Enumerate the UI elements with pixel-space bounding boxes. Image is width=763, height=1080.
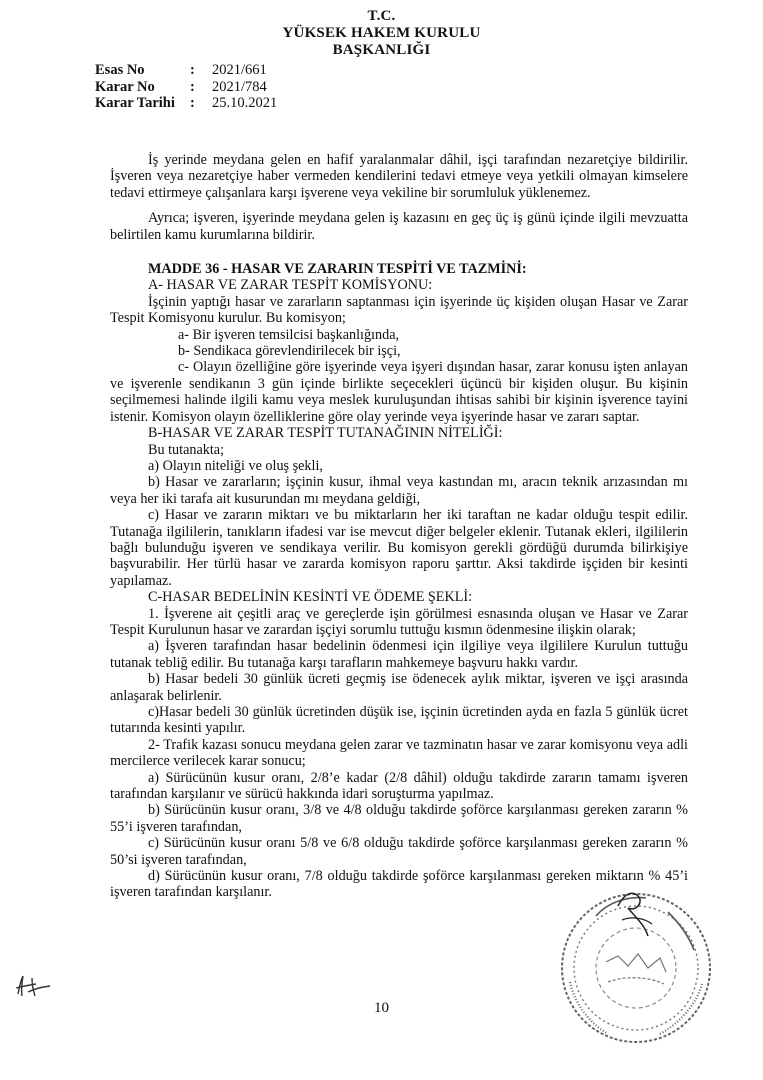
section-heading: A- HASAR VE ZARAR TESPİT KOMİSYONU: (148, 277, 433, 294)
paragraph: 2- Trafik kazası sonucu meydana gelen zarar ve tazminatın hasar ve zarar komisyonu veya adli mercilerce verilecek karar sonucu; (110, 736, 688, 770)
document-body (110, 152, 688, 901)
list-item: d) Sürücünün kusur oranı, 7/8 olduğu takdirde şoförce karşılanması gereken miktarın % 45’i işveren tarafından karşılanır. (110, 868, 688, 901)
list-item: b- Sendikaca görevlendirilecek bir işçi, (178, 343, 401, 360)
list-item: a) İşveren tarafından hasar bedelinin ödenmesi için ilgiliye veya ilgililere Kurulun tuttuğu tutanak tebliğ edilir. Bu tutanağa karşı tarafların mahkemeye başvuru hakkı vardır. (110, 638, 688, 671)
paragraph: 1. İşverene ait çeşitli araç ve gereçlerde işin görülmesi esnasında oluşan ve Hasar ve Zarar Tespit Kurulunun hasar ve zarardan işçiyi sorumlu tuttuğu kısmın ödenmesine ilişkin olarak; (110, 605, 688, 638)
paragraph: Bu tutanakta; (148, 441, 225, 458)
list-item: a) Sürücünün kusur oranı, 2/8’e kadar (2/8 dâhil) olduğu takdirde zararın tamamı işveren tarafından karşılanır ve sürücü hakkında idari soruşturma yapılmaz. (110, 769, 688, 803)
list-item: c) Hasar ve zararın miktarı ve bu miktarların her iki taraftan ne kadar olduğu tespit edilir. Tutanağa ilgililerin, tanıkların ifadesi var ise mevcut diğer belgeler eklenir. Tutanak ekleri, ilgililerin bağlı bulunduğu işveren ve sendikaya verilir. Bu komisyon gerekli gördüğü durumda bilirkişiye başvurabilir. Her türlü hasar ve zararda komisyon raporu şarttır. Aksi takdirde işçiden bir kesinti yapılamaz. (110, 507, 688, 589)
article-heading: MADDE 36 - HASAR VE ZARARIN TESPİTİ VE TAZMİNİ: (148, 261, 527, 278)
meta-value: 2021/661 (212, 62, 267, 78)
meta-colon: : (190, 95, 195, 111)
page-number: 10 (374, 1000, 389, 1016)
meta-colon: : (190, 62, 195, 78)
paragraph: İş yerinde meydana gelen en hafif yaralanmalar dâhil, işçi tarafından nezaretçiye bildirilir. İşveren veya nezaretçiye haber vermeden kendilerini tedavi etmeye veya yetkili olmayan kimselere tedavi ettirmeye çalışanlara karşı işverene veya vekiline bir sorumluluk yüklenemez. (110, 152, 688, 201)
meta-key: Karar No (95, 78, 155, 95)
official-seal (548, 872, 718, 1057)
meta-row-tarih (95, 95, 277, 112)
meta-key: Karar Tarihi (95, 95, 175, 111)
list-item: c)Hasar bedeli 30 günlük ücretinden düşük ise, işçinin ücretinden ayda en fazla 5 günlük ücret tutarında kesinti yapılır. (110, 704, 688, 737)
meta-key: Esas No (95, 62, 145, 78)
case-meta (95, 62, 277, 112)
meta-row-karar (95, 79, 277, 96)
section-heading: C-HASAR BEDELİNİN KESİNTİ VE ÖDEME ŞEKLİ: (148, 589, 473, 606)
meta-colon: : (190, 78, 195, 95)
paragraph: İşçinin yaptığı hasar ve zararların saptanması için işyerinde üç kişiden oluşan Hasar ve Zarar Tespit Komisyonu kurulur. Bu komisyon; (110, 293, 688, 327)
list-item: b) Hasar bedeli 30 günlük ücreti geçmiş ise ödenecek aylık miktar, işveren ve işçi arasında anlaşarak belirlenir. (110, 671, 688, 704)
list-item: c) Sürücünün kusur oranı 5/8 ve 6/8 olduğu takdirde şoförce karşılanması gereken zararın % 50’si işveren tarafından, (110, 835, 688, 868)
section-heading: B-HASAR VE ZARAR TESPİT TUTANAĞININ NİTELİĞİ: (148, 425, 503, 442)
list-item: b) Sürücünün kusur oranı, 3/8 ve 4/8 olduğu takdirde şoförce karşılanması gereken zararın % 55’i işveren tarafından, (110, 802, 688, 835)
header-department: BAŞKANLIĞI (332, 42, 431, 58)
list-item: a) Olayın niteliği ve oluş şekli, (148, 457, 323, 474)
list-item: a- Bir işveren temsilcisi başkanlığında, (178, 326, 400, 343)
meta-value: 2021/784 (212, 78, 267, 95)
header-institution: YÜKSEK HAKEM KURULU (282, 25, 481, 41)
meta-row-esas (95, 62, 277, 79)
header-tc: T.C. (367, 8, 396, 24)
paragraph: Ayrıca; işveren, işyerinde meydana gelen iş kazasını en geç üç iş günü içinde ilgili mevzuatta belirtilen kamu kurumlarına bildirir. (110, 210, 688, 243)
list-item: b) Hasar ve zararların; işçinin kusur, ihmal veya kastından mı, aracın teknik arızasından mı veya her iki tarafa ait kusurundan mı meydana geldiği, (110, 474, 688, 507)
list-item: c- Olayın özelliğine göre işyerinde veya işyeri dışından hasar, zarar konusu işten anlayan ve işverenle sendikanın 3 gün içinde birlikte seçecekleri üçüncü bir kişiden oluşur. Bu kişinin seçilmemesi halinde ilgili kamu veya meslek kuruluşundan ihtisas sahibi bir kişinin işverence tayini istenir. Komisyon olayın özelliklerine göre olay yerinde veya işyerinde hasar ve zararı saptar. (110, 359, 688, 425)
meta-value: 25.10.2021 (212, 95, 278, 111)
